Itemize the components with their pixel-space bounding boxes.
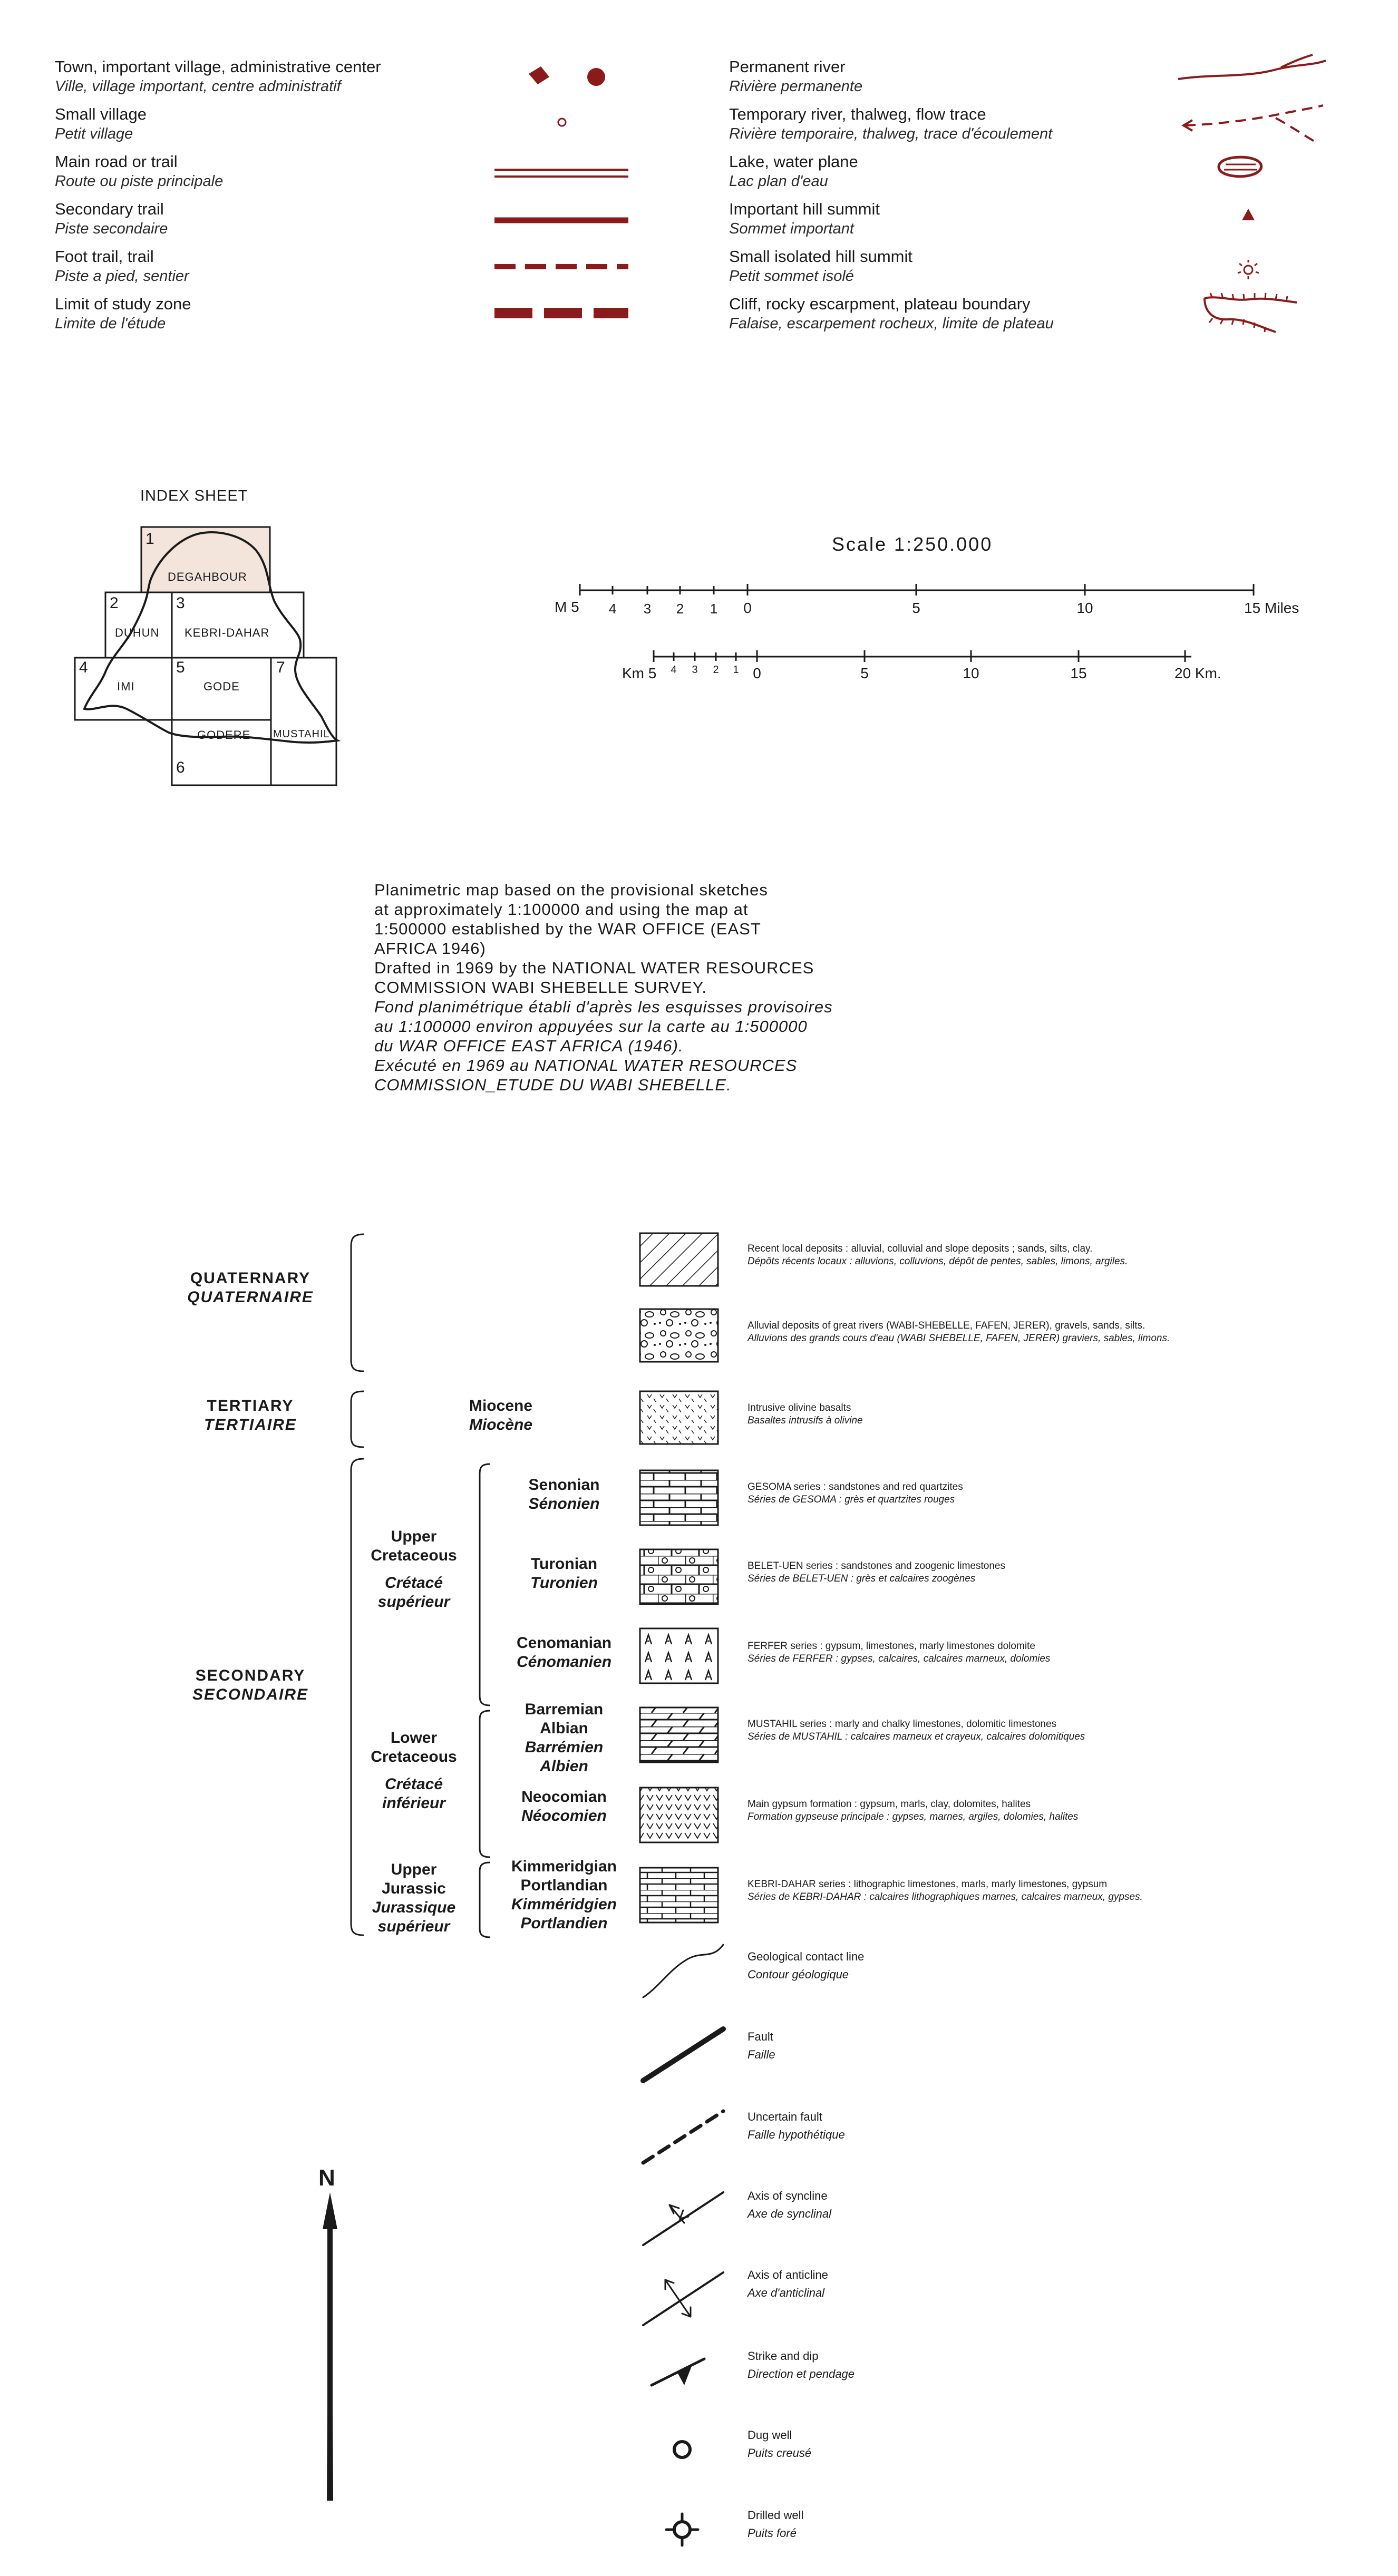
legend-label-fr: Petit sommet isolé: [729, 268, 854, 285]
note-line-fr: au 1:100000 environ appuyées sur la carte au 1:500000: [374, 1017, 808, 1036]
unit-desc-en: MUSTAHIL series : marly and chalky limestones, dolomitic limestones: [747, 1719, 1057, 1730]
sheet-4-number: 4: [79, 659, 88, 676]
sheet-6-number: 6: [176, 759, 185, 776]
legend-label-en: Secondary trail: [55, 200, 164, 218]
unit-desc-en: GESOMA series : sandstones and red quartzites: [747, 1481, 963, 1492]
legend-label-fr: Petit village: [55, 125, 133, 142]
miles-tick: 10: [1076, 600, 1093, 616]
legend-label-en: Small village: [55, 105, 147, 123]
note-line-fr: Fond planimétrique établi d'après les esquisses provisoires: [374, 998, 833, 1016]
unit-desc-fr: Séries de GESOMA : grès et quartzites rouges: [747, 1494, 955, 1505]
legend-label-en: Foot trail, trail: [55, 247, 154, 266]
note-line-en: Planimetric map based on the provisional sketches: [374, 881, 768, 899]
symbol-label-fr: Contour géologique: [747, 1968, 849, 1981]
note-line-en: AFRICA 1946): [374, 939, 486, 958]
note-line-en: Drafted in 1969 by the NATIONAL WATER RESOURCES: [374, 959, 814, 977]
legend-label-en: Important hill summit: [729, 200, 880, 218]
scale-title: Scale 1:250.000: [832, 533, 993, 555]
legend-label-en: Main road or trail: [55, 152, 178, 171]
km-tick: 5: [860, 665, 869, 681]
unit-desc-fr: Alluvions des grands cours d'eau (WABI SHEBELLE, FAFEN, JERER) graviers, sables, limons.: [747, 1333, 1170, 1344]
miles-end: 15 Miles: [1244, 600, 1299, 616]
sheet-7-name: MUSTAHIL: [273, 728, 330, 740]
period-label-fr: inférieur: [382, 1794, 446, 1812]
symbol-label-fr: Faille hypothétique: [747, 2128, 845, 2141]
sheet-5-number: 5: [176, 659, 185, 676]
period-label-en: Lower: [390, 1729, 438, 1746]
legend-label-en: Small isolated hill summit: [729, 247, 912, 266]
symbol-label-fr: Puits foré: [747, 2526, 797, 2540]
legend-label-fr: Falaise, escarpement rocheux, limite de plateau: [729, 315, 1054, 332]
unit-desc-fr: Séries de KEBRI-DAHAR : calcaires lithographiques marnes, calcaires marneux, gypses.: [747, 1891, 1143, 1902]
period-label-fr: Crétacé: [384, 1775, 443, 1793]
stage-label-en: Barremian: [525, 1701, 604, 1718]
unit-desc-en: Recent local deposits : alluvial, colluvial and slope deposits ; sands, silts, clay.: [747, 1243, 1093, 1254]
km-tick: 10: [963, 665, 979, 681]
sheet-7-number: 7: [276, 659, 285, 676]
stage-label-fr: Kimméridgien: [511, 1896, 617, 1913]
symbol-label-en: Axis of syncline: [747, 2189, 828, 2202]
stage-label-en: Neocomian: [521, 1788, 607, 1806]
sheet-5-name: GODE: [203, 680, 240, 693]
km-tick: 4: [671, 664, 677, 676]
unit-desc-en: Alluvial deposits of great rivers (WABI-SHEBELLE, FAFEN, JERER), gravels, sands, silts.: [747, 1320, 1145, 1331]
sheet-3-number: 3: [176, 594, 185, 612]
note-line-fr: Exécuté en 1969 au NATIONAL WATER RESOURCES: [374, 1056, 798, 1075]
stage-label-en: Turonian: [530, 1555, 598, 1573]
legend-label-en: Permanent river: [729, 57, 846, 76]
sheet-2-name: DUHUN: [115, 626, 160, 639]
sheet-6-name: GODERE: [197, 728, 251, 741]
legend-label-en: Limit of study zone: [55, 295, 191, 313]
unit-desc-fr: Séries de BELET-UEN : grès et calcaires zoogènes: [747, 1573, 976, 1584]
miles-tick: 4: [608, 601, 617, 617]
stage-label-fr: Portlandien: [520, 1915, 608, 1932]
stage-label-en: Albian: [540, 1720, 588, 1737]
legend-label-fr: Limite de l'étude: [55, 315, 166, 332]
epoch-label-en: Miocene: [469, 1397, 533, 1414]
stage-label-en: Kimmeridgian: [511, 1858, 617, 1875]
stage-label-fr: Turonien: [530, 1574, 598, 1592]
stage-label-fr: Néocomien: [521, 1807, 607, 1824]
era-label-en: TERTIARY: [207, 1397, 294, 1414]
legend-label-fr: Sommet important: [729, 220, 854, 237]
legend-label-fr: Rivière temporaire, thalweg, trace d'écoulement: [729, 125, 1053, 142]
period-label-fr: Crétacé: [384, 1574, 443, 1592]
era-label-en: QUATERNARY: [190, 1270, 311, 1287]
sheet-3-name: KEBRI-DAHAR: [185, 626, 270, 639]
unit-desc-en: Intrusive olivine basalts: [747, 1402, 851, 1413]
unit-desc-fr: Basaltes intrusifs à olivine: [747, 1415, 863, 1426]
era-label-fr: SECONDAIRE: [192, 1686, 309, 1703]
symbol-label-en: Axis of anticline: [747, 2268, 828, 2281]
legend-label-fr: Lac plan d'eau: [729, 173, 828, 190]
legend-label-en: Cliff, rocky escarpment, plateau boundary: [729, 295, 1031, 313]
legend-label-fr: Piste secondaire: [55, 220, 168, 237]
legend-label-fr: Route ou piste principale: [55, 173, 224, 190]
note-line-fr: COMMISSION_ETUDE DU WABI SHEBELLE.: [374, 1076, 732, 1094]
period-label-en: Cretaceous: [371, 1547, 457, 1564]
legend-label-en: Town, important village, administrative center: [55, 57, 381, 76]
sheet-2-number: 2: [110, 594, 119, 612]
km-tick: 15: [1070, 665, 1087, 681]
index-sheet-title: INDEX SHEET: [140, 487, 248, 504]
unit-desc-fr: Dépôts récents locaux : alluvions, colluvions, dépôt de pentes, sables, limons, argiles.: [747, 1256, 1128, 1267]
miles-tick: 1: [710, 601, 718, 617]
unit-desc-fr: Séries de FERFER : gypses, calcaires, calcaires marneux, dolomies: [747, 1653, 1051, 1664]
km-tick: 2: [713, 664, 719, 676]
symbol-label-fr: Faille: [747, 2048, 775, 2061]
stage-label-en: Portlandian: [520, 1877, 608, 1894]
stage-label-en: Senonian: [528, 1476, 600, 1494]
note-line-en: COMMISSION WABI SHEBELLE SURVEY.: [374, 978, 707, 997]
km-tick: 1: [733, 664, 739, 676]
period-label-fr: Jurassique: [372, 1899, 456, 1916]
sheet-1-name: DEGAHBOUR: [168, 570, 247, 583]
period-label-en: Upper: [391, 1528, 437, 1545]
stage-label-fr: Sénonien: [528, 1495, 600, 1513]
km-tick: 0: [753, 665, 761, 681]
symbol-label-fr: Puits creusé: [747, 2446, 812, 2460]
symbol-label-fr: Direction et pendage: [747, 2367, 855, 2380]
unit-desc-en: Main gypsum formation : gypsum, marls, clay, dolomites, halites: [747, 1799, 1031, 1810]
legend-label-en: Lake, water plane: [729, 152, 858, 171]
period-label-en: Cretaceous: [371, 1748, 457, 1765]
legend-label-fr: Rivière permanente: [729, 78, 863, 95]
era-label-fr: QUATERNAIRE: [187, 1289, 314, 1306]
symbol-label-en: Drilled well: [747, 2509, 804, 2522]
note-line-en: 1:500000 established by the WAR OFFICE (EAST: [374, 920, 761, 938]
km-tick: 3: [692, 664, 698, 676]
period-label-fr: supérieur: [377, 1593, 450, 1611]
miles-tick: 2: [676, 601, 684, 617]
symbol-label-fr: Axe de synclinal: [747, 2207, 831, 2220]
unit-desc-en: FERFER series : gypsum, limestones, marly limestones dolomite: [747, 1641, 1035, 1652]
miles-tick: 3: [643, 601, 652, 617]
symbol-label-en: Dug well: [747, 2428, 792, 2442]
legend-label-fr: Piste a pied, sentier: [55, 268, 189, 285]
miles-tick: 5: [912, 600, 920, 616]
symbol-label-en: Fault: [747, 2030, 773, 2043]
period-label-en: Jurassic: [382, 1880, 446, 1897]
stage-label-en: Cenomanian: [516, 1634, 612, 1652]
km-prefix: Km 5: [622, 665, 657, 681]
symbol-label-en: Strike and dip: [747, 2349, 819, 2363]
era-label-en: SECONDARY: [195, 1667, 306, 1684]
stage-label-fr: Albien: [540, 1758, 588, 1775]
stage-label-fr: Barrémien: [525, 1739, 604, 1756]
sheet-4-name: IMI: [117, 680, 135, 693]
miles-tick: 0: [743, 600, 752, 616]
unit-desc-en: BELET-UEN series : sandstones and zoogenic limestones: [747, 1560, 1005, 1572]
unit-desc-fr: Formation gypseuse principale : gypses, marnes, argiles, dolomies, halites: [747, 1811, 1079, 1822]
sheet-1-number: 1: [145, 530, 154, 548]
unit-desc-en: KEBRI-DAHAR series : lithographic limestones, marls, marly limestones, gypsum: [747, 1879, 1108, 1890]
symbol-label-fr: Axe d'anticlinal: [747, 2286, 825, 2299]
km-end: 20 Km.: [1174, 665, 1221, 681]
period-label-en: Upper: [391, 1861, 437, 1878]
stage-label-fr: Cénomanien: [516, 1653, 612, 1671]
note-line-fr: du WAR OFFICE EAST AFRICA (1946).: [374, 1037, 684, 1055]
miles-prefix: M 5: [555, 599, 579, 615]
legend-label-en: Temporary river, thalweg, flow trace: [729, 105, 986, 123]
note-line-en: at approximately 1:100000 and using the map at: [374, 900, 749, 919]
unit-desc-fr: Séries de MUSTAHIL : calcaires marneux et crayeux, calcaires dolomitiques: [747, 1731, 1085, 1742]
era-label-fr: TERTIAIRE: [204, 1416, 297, 1433]
symbol-label-en: Uncertain fault: [747, 2110, 822, 2123]
epoch-label-fr: Miocène: [469, 1416, 533, 1433]
symbol-label-en: Geological contact line: [747, 1950, 865, 1963]
north-label: N: [318, 2165, 335, 2191]
legend-label-fr: Ville, village important, centre administratif: [55, 78, 341, 95]
period-label-fr: supérieur: [377, 1918, 450, 1935]
